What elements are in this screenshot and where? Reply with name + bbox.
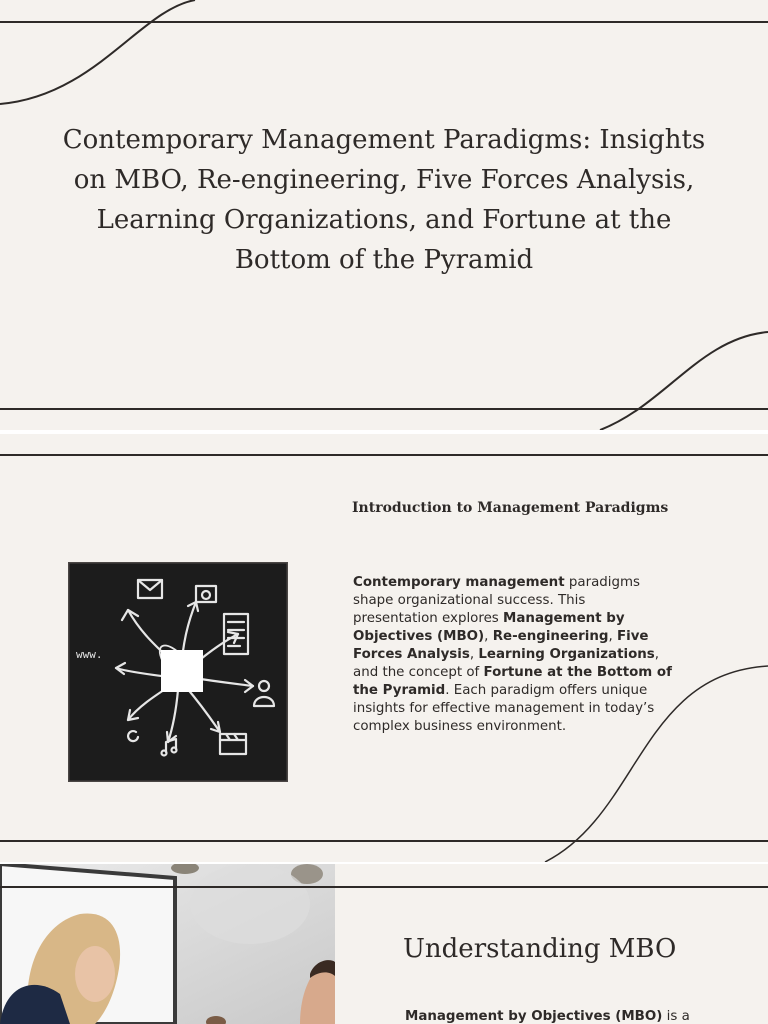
intro-paragraph (353, 574, 673, 736)
chalk-www-label: www. (76, 648, 103, 661)
intro-bold-term: Management by Objectives (MBO) (353, 611, 625, 644)
intro-bold-term: Re-engineering (492, 629, 609, 644)
intro-text-run: , (608, 629, 617, 644)
intro-text-run: , and the concept of (353, 647, 660, 680)
intro-bold-term: Learning Organizations (478, 647, 655, 662)
intro-bold-term: Fortune at the Bottom of the Pyramid (353, 665, 672, 698)
center-square (161, 650, 203, 692)
intro-bold-term: Contemporary management (353, 575, 565, 590)
bottom-divider-line (0, 408, 768, 410)
mbo-slide (0, 864, 768, 1024)
intro-text-run: , (484, 629, 493, 644)
mbo-bold-term: Management by Objectives (MBO) (405, 1009, 663, 1024)
mbo-paragraph-rest: is a (662, 1009, 690, 1024)
intro-text-run: , (469, 647, 479, 662)
presentation-title: Contemporary Management Paradigms: Insights on MBO, Re-engineering, Five Forces Analysis, Learning Organizations, and Fortune at the Bottom of the Pyramid (62, 125, 706, 275)
section-heading: Understanding MBO (403, 934, 677, 964)
intro-slide (0, 434, 768, 862)
intro-text-run: . Each paradigm offers unique insights for effective management in today’s complex business environment. (353, 683, 655, 734)
office-meeting-photo (0, 864, 335, 1024)
title-slide (0, 0, 768, 430)
section-heading: Introduction to Management Paradigms (352, 500, 669, 516)
intro-text-run: paradigms shape organizational success. This presentation explores (353, 575, 641, 626)
chalkboard-image (68, 562, 288, 782)
top-divider-line (0, 886, 768, 888)
top-divider-line (0, 454, 768, 456)
mbo-paragraph (405, 1008, 690, 1024)
bottom-divider-line (0, 840, 768, 842)
top-divider-line (0, 21, 768, 23)
intro-bold-term: Five Forces Analysis (353, 629, 649, 662)
